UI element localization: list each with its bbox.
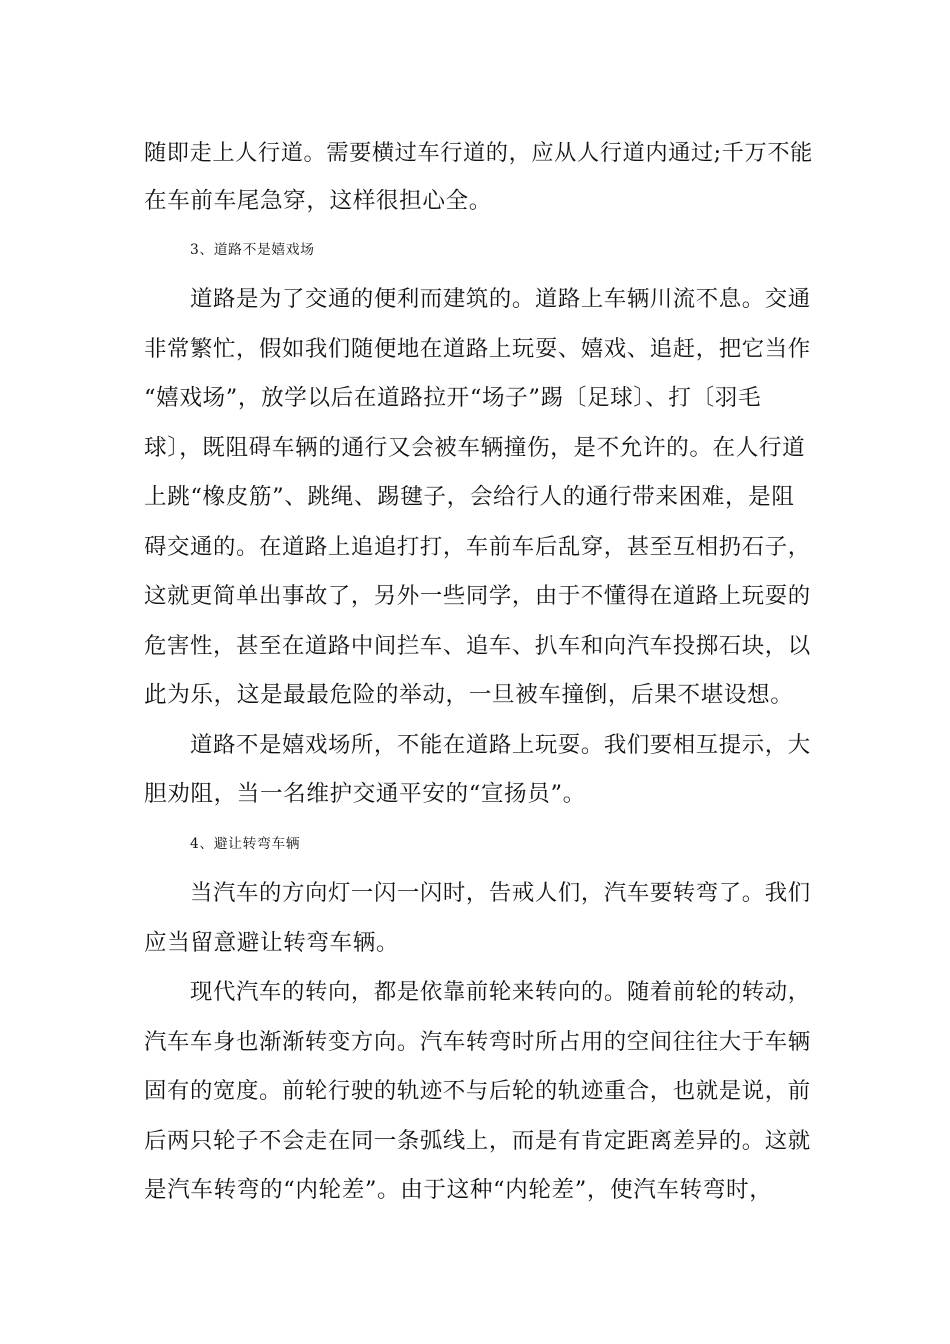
paragraph-line: 当汽车的方向灯一闪一闪时，告戒人们，汽车要转弯了。我们 bbox=[190, 880, 811, 906]
paragraph-line: 是汽车转弯的“内轮差”。由于这种“内轮差”，使汽车转弯时， bbox=[144, 1177, 773, 1203]
paragraph-line: 胆劝阻，当一名维护交通平安的“宣扬员”。 bbox=[144, 781, 586, 807]
paragraph-line: 球〕，既阻碍车辆的通行又会被车辆撞伤，是不允许的。在人行道 bbox=[144, 435, 806, 461]
paragraph-line: 上跳“橡皮筋”、跳绳、踢毽子，会给行人的通行带来困难，是阻 bbox=[144, 484, 795, 510]
paragraph-line: 碍交通的。在道路上追追打打，车前车后乱穿，甚至互相扔石子， bbox=[144, 534, 811, 560]
paragraph-line: 现代汽车的转向，都是依靠前轮来转向的。随着前轮的转动， bbox=[190, 979, 811, 1005]
paragraph-line: 汽车车身也渐渐转变方向。汽车转弯时所占用的空间往往大于车辆 bbox=[144, 1029, 811, 1055]
section-heading: 4、避让转弯车辆 bbox=[190, 836, 301, 852]
paragraph-line: 应当留意避让转弯车辆。 bbox=[144, 930, 400, 956]
paragraph-line: “嬉戏场”，放学以后在道路拉开“场子”踢〔足球〕、打〔羽毛 bbox=[144, 385, 762, 411]
paragraph-line: 非常繁忙，假如我们随便地在道路上玩耍、嬉戏、追赶，把它当作 bbox=[144, 336, 811, 362]
paragraph-line: 道路是为了交通的便利而建筑的。道路上车辆川流不息。交通 bbox=[190, 286, 811, 312]
paragraph-line: 此为乐，这是最最危险的举动，一旦被车撞倒，后果不堪设想。 bbox=[144, 682, 794, 708]
section-heading: 3、道路不是嬉戏场 bbox=[190, 242, 315, 258]
paragraph-line: 后两只轮子不会走在同一条弧线上，而是有肯定距离差异的。这就 bbox=[144, 1128, 811, 1154]
paragraph-line: 固有的宽度。前轮行驶的轨迹不与后轮的轨迹重合，也就是说，前 bbox=[144, 1078, 811, 1104]
paragraph-line: 这就更简单出事故了，另外一些同学，由于不懂得在道路上玩耍的 bbox=[144, 583, 811, 609]
paragraph-line: 随即走上人行道。需要横过车行道的，应从人行道内通过;千万不能 bbox=[144, 140, 813, 166]
paragraph-line: 道路不是嬉戏场所，不能在道路上玩耍。我们要相互提示，大 bbox=[190, 732, 811, 758]
paragraph-line: 危害性，甚至在道路中间拦车、追车、扒车和向汽车投掷石块，以 bbox=[144, 633, 811, 659]
paragraph-line: 在车前车尾急穿，这样很担心全。 bbox=[144, 188, 492, 214]
